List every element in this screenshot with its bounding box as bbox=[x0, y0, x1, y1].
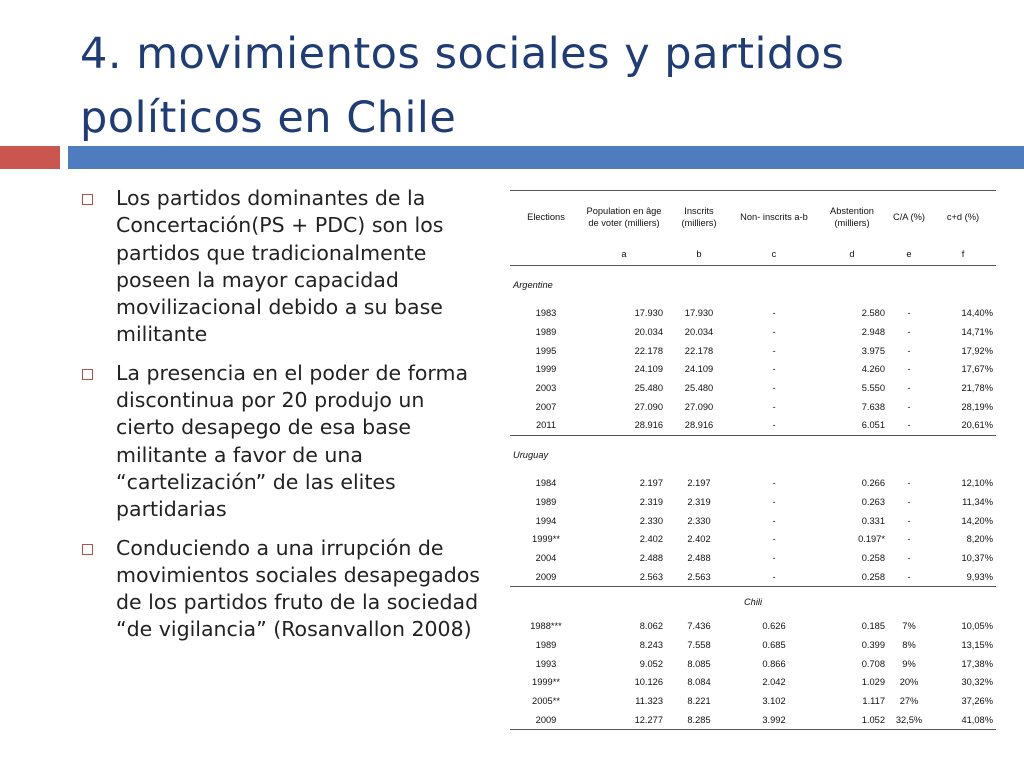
table-cell: 8% bbox=[902, 639, 916, 650]
table-cell: 28.916 bbox=[582, 416, 666, 435]
table-row bbox=[510, 416, 996, 435]
table-cell: 2.948 bbox=[861, 327, 885, 338]
table-cell: 27.090 bbox=[634, 401, 663, 412]
table-cell: - bbox=[772, 534, 776, 545]
table-cell: 1993 bbox=[535, 658, 557, 669]
table-cell: 2.197 bbox=[687, 478, 711, 489]
table-cell: - bbox=[772, 552, 776, 563]
table-cell: 1.052 bbox=[816, 710, 888, 729]
table-row bbox=[510, 323, 996, 342]
table-cell: 14,40% bbox=[961, 308, 993, 319]
table-cell: 0.266 bbox=[861, 478, 885, 489]
table-header-row bbox=[510, 191, 996, 244]
table-cell: 11,34% bbox=[962, 496, 993, 507]
table-cell: 9,93% bbox=[930, 567, 996, 586]
table-cell: 1984 bbox=[535, 478, 557, 489]
table-cell: 2009 bbox=[510, 710, 582, 729]
table-cell: 28,19% bbox=[961, 401, 993, 412]
table-cell: 1989 bbox=[535, 327, 557, 338]
table-cell: 2007 bbox=[535, 401, 557, 412]
table-cell: 17,92% bbox=[961, 345, 993, 356]
table-cell: - bbox=[888, 567, 930, 586]
table-cell: 12.277 bbox=[582, 710, 666, 729]
letter-cell: d bbox=[816, 243, 888, 266]
table-cell: - bbox=[772, 345, 776, 356]
table-cell: 8.243 bbox=[639, 639, 663, 650]
table-cell: - bbox=[907, 534, 911, 545]
table-cell: - bbox=[907, 478, 911, 489]
table-cell: 20.034 bbox=[634, 327, 663, 338]
table-cell: 10.126 bbox=[634, 677, 663, 688]
table-cell: 25.480 bbox=[634, 383, 663, 394]
table-cell: - bbox=[907, 552, 911, 563]
table-cell: 1.029 bbox=[861, 677, 885, 688]
table-cell: - bbox=[772, 515, 776, 526]
header-cell: C/A (%) bbox=[888, 191, 930, 244]
table-cell: 2.319 bbox=[687, 496, 711, 507]
letter-cell bbox=[510, 243, 582, 266]
table-cell: 27.090 bbox=[684, 401, 714, 412]
table-cell: 3.975 bbox=[861, 345, 885, 356]
table-cell: - bbox=[772, 364, 776, 375]
table-cell: 2009 bbox=[510, 567, 582, 586]
table-cell: 10,05% bbox=[961, 621, 993, 632]
bullet-box-icon bbox=[82, 544, 93, 555]
bullet-item bbox=[82, 185, 482, 349]
table-cell: - bbox=[732, 567, 816, 586]
header-cell: Inscrits (milliers) bbox=[666, 191, 732, 244]
table-cell: 2004 bbox=[535, 552, 557, 563]
table-cell: 2.330 bbox=[687, 515, 711, 526]
table-cell: 17.930 bbox=[684, 308, 714, 319]
table-cell: 0.263 bbox=[861, 496, 885, 507]
table-cell: 2.563 bbox=[582, 567, 666, 586]
table-row bbox=[510, 360, 996, 379]
table-cell: - bbox=[732, 416, 816, 435]
table-cell: - bbox=[772, 383, 776, 394]
table-cell: 32,5% bbox=[888, 710, 930, 729]
table-letter-row bbox=[510, 243, 996, 266]
table-cell: 27% bbox=[899, 696, 919, 707]
table-cell: 8.085 bbox=[687, 658, 711, 669]
section-label: Chili bbox=[743, 596, 763, 607]
header-cell: Non- inscrits a-b bbox=[732, 191, 816, 244]
table-cell: - bbox=[772, 496, 776, 507]
table-cell: 9.052 bbox=[639, 658, 663, 669]
table-cell: 14,71% bbox=[961, 327, 993, 338]
table-row bbox=[510, 617, 996, 636]
table-cell: 1989 bbox=[535, 496, 557, 507]
table-cell: - bbox=[772, 308, 776, 319]
section-label: Argentine bbox=[513, 280, 553, 290]
table-row bbox=[510, 493, 996, 512]
election-table bbox=[510, 190, 996, 730]
bullet-text: Los partidos dominantes de la Concertación(PS + PDC) son los partidos que tradicionalmente poseen la mayor capacidad movilizacional debido a su base militante bbox=[116, 186, 444, 347]
bullet-text: La presencia en el poder de forma discontinua por 20 produjo un cierto desapego de esa base militante a favor de una “cartelización” de las elites partidarias bbox=[116, 360, 469, 522]
table-row bbox=[510, 474, 996, 493]
header-cell: Elections bbox=[510, 191, 582, 244]
table-cell: 0.258 bbox=[816, 567, 888, 586]
table-cell: 2.319 bbox=[639, 496, 663, 507]
header-cell: Population en âge de voter (milliers) bbox=[582, 191, 666, 244]
table-cell: 10,37% bbox=[961, 552, 993, 563]
letter-cell: e bbox=[888, 243, 930, 266]
table-cell: 3.102 bbox=[762, 696, 786, 707]
bullet-box-icon bbox=[82, 369, 93, 380]
table-cell: 1999 bbox=[535, 364, 557, 375]
table-cell: 22.178 bbox=[684, 345, 714, 356]
table-cell: - bbox=[907, 383, 911, 394]
table-cell: 25.480 bbox=[684, 383, 714, 394]
table-row bbox=[510, 710, 996, 729]
table-cell: 17,67% bbox=[961, 364, 993, 375]
bullet-list bbox=[82, 185, 482, 655]
header-cell: Abstention (milliers) bbox=[816, 191, 888, 244]
table-cell: - bbox=[907, 364, 911, 375]
letter-cell: c bbox=[732, 243, 816, 266]
table-cell: 0.708 bbox=[861, 658, 885, 669]
accent-bar-blue bbox=[68, 146, 1024, 169]
table-cell: - bbox=[772, 478, 776, 489]
table-section-row bbox=[510, 586, 996, 617]
table-cell: 21,78% bbox=[961, 383, 993, 394]
table-cell: 4.260 bbox=[861, 364, 885, 375]
table-cell: 30,32% bbox=[961, 677, 993, 688]
table-cell: 20,61% bbox=[930, 416, 996, 435]
table-cell: 17,38% bbox=[961, 658, 993, 669]
table-cell: 5.550 bbox=[861, 383, 885, 394]
bullet-item bbox=[82, 535, 482, 644]
table-cell: 1995 bbox=[535, 345, 557, 356]
table-cell: 20.034 bbox=[684, 327, 714, 338]
table-cell: 37,26% bbox=[961, 696, 993, 707]
table-row bbox=[510, 530, 996, 549]
table-row bbox=[510, 304, 996, 323]
slide-title: 4. movimientos sociales y partidos políticos en Chile bbox=[80, 29, 845, 143]
table-cell: 8.221 bbox=[687, 696, 711, 707]
table-cell: 1.117 bbox=[862, 696, 885, 707]
table-cell: 13,15% bbox=[961, 639, 993, 650]
table-cell: 2011 bbox=[510, 416, 582, 435]
table-cell: 1989 bbox=[535, 639, 557, 650]
table-cell: - bbox=[907, 345, 911, 356]
table-cell: 24.109 bbox=[684, 364, 714, 375]
table-cell: 1999** bbox=[532, 677, 560, 688]
table-cell: - bbox=[907, 401, 911, 412]
table-section-row bbox=[510, 435, 996, 474]
section-label: Uruguay bbox=[513, 449, 549, 460]
table-cell: 0.258 bbox=[861, 552, 885, 563]
table-section-row bbox=[510, 266, 996, 305]
table-cell: - bbox=[772, 401, 776, 412]
table-cell: 2.042 bbox=[762, 677, 786, 688]
table-cell: 28.916 bbox=[666, 416, 732, 435]
table-cell: 2.330 bbox=[639, 515, 663, 526]
table-row bbox=[510, 379, 996, 398]
table-cell: - bbox=[888, 416, 930, 435]
table-cell: 7% bbox=[902, 621, 916, 632]
header-cell: c+d (%) bbox=[930, 191, 996, 244]
bullet-text: Conduciendo a una irrupción de movimientos sociales desapegados de los partidos fruto de la sociedad “de vigilancia” (Rosanvallon 2008) bbox=[116, 535, 480, 642]
table-cell: 20% bbox=[899, 677, 919, 688]
table-cell: 2.563 bbox=[666, 567, 732, 586]
table-cell: 8.062 bbox=[639, 621, 663, 632]
table-cell: 11.323 bbox=[635, 696, 663, 707]
bullet-box-icon bbox=[82, 194, 93, 205]
table-cell: 2.402 bbox=[687, 534, 711, 545]
table-cell: 2.488 bbox=[687, 552, 711, 563]
table-cell: 7.558 bbox=[687, 639, 711, 650]
table-cell: 41,08% bbox=[930, 710, 996, 729]
table-cell: 1988*** bbox=[530, 621, 562, 632]
table-row bbox=[510, 567, 996, 586]
table-row bbox=[510, 692, 996, 711]
table-cell: 9% bbox=[902, 658, 916, 669]
accent-bar-red bbox=[0, 146, 60, 169]
table-cell: 0.197* bbox=[858, 534, 885, 545]
table-cell: 0.331 bbox=[861, 515, 885, 526]
table-cell: - bbox=[907, 308, 911, 319]
table-cell: 8.084 bbox=[687, 677, 711, 688]
table-cell: 12,10% bbox=[961, 478, 993, 489]
table-cell: 0.626 bbox=[762, 621, 786, 632]
table-cell: 0.399 bbox=[861, 639, 885, 650]
table-cell: 1994 bbox=[535, 515, 557, 526]
table-body bbox=[510, 266, 996, 730]
table-cell: 2.488 bbox=[639, 552, 663, 563]
table-cell: 1983 bbox=[535, 308, 557, 319]
table-row bbox=[510, 673, 996, 692]
table-cell: 8.285 bbox=[666, 710, 732, 729]
table-cell: 14,20% bbox=[961, 515, 993, 526]
table-row bbox=[510, 397, 996, 416]
table-row bbox=[510, 636, 996, 655]
table-cell: 2.402 bbox=[639, 534, 663, 545]
table-cell: 0.185 bbox=[861, 621, 885, 632]
table-cell: 2005** bbox=[532, 696, 560, 707]
table-cell: 7.638 bbox=[861, 401, 885, 412]
table-cell: 2.197 bbox=[639, 478, 663, 489]
table-cell: 7.436 bbox=[687, 621, 711, 632]
table-cell: - bbox=[907, 496, 911, 507]
letter-cell: b bbox=[666, 243, 732, 266]
table-cell: 2.580 bbox=[861, 308, 885, 319]
bullet-item bbox=[82, 360, 482, 524]
table-cell: 1999** bbox=[532, 534, 560, 545]
letter-cell: f bbox=[930, 243, 996, 266]
table-row bbox=[510, 654, 996, 673]
table-cell: 17.930 bbox=[634, 308, 663, 319]
letter-cell: a bbox=[582, 243, 666, 266]
table-row bbox=[510, 549, 996, 568]
table-cell: 0.685 bbox=[762, 639, 786, 650]
table-cell: 8,20% bbox=[966, 534, 993, 545]
table-row bbox=[510, 341, 996, 360]
table-row bbox=[510, 511, 996, 530]
table-cell: 3.992 bbox=[732, 710, 816, 729]
table-cell: - bbox=[772, 327, 776, 338]
table-cell: - bbox=[907, 327, 911, 338]
table-cell: - bbox=[907, 515, 911, 526]
table-cell: 2003 bbox=[535, 383, 557, 394]
table-cell: 22.178 bbox=[634, 345, 663, 356]
table-cell: 0.866 bbox=[762, 658, 786, 669]
table-cell: 24.109 bbox=[634, 364, 663, 375]
table-cell: 6.051 bbox=[816, 416, 888, 435]
